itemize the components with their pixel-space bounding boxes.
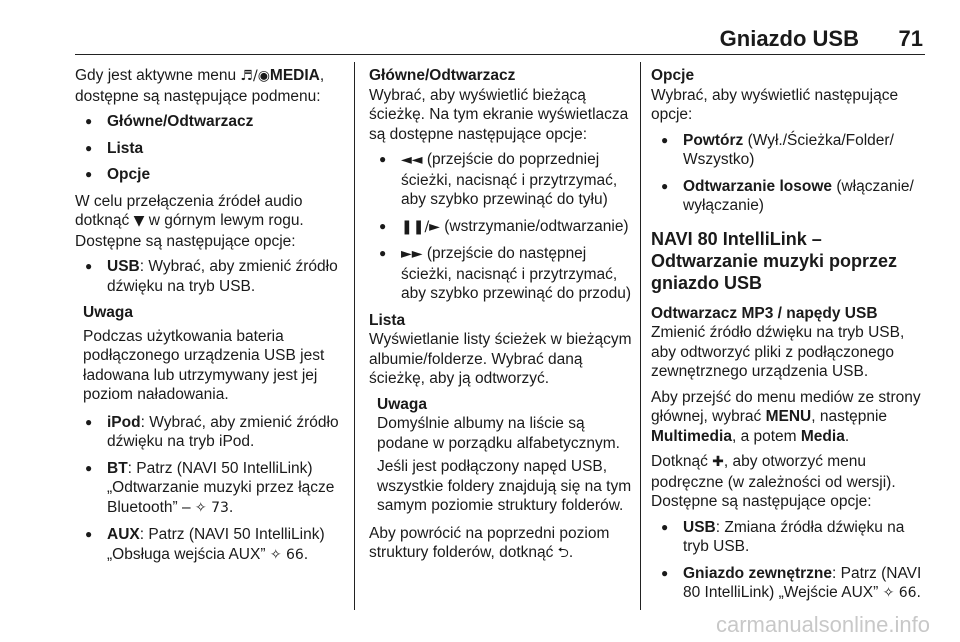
list-item: ● BT: Patrz (NAVI 50 IntelliLink) „Odtwarzanie muzyki przez łącze Bluetooth” – ✧ 73. bbox=[75, 459, 345, 519]
pause-play-icon: ❚❚/► bbox=[401, 218, 440, 235]
column-2 bbox=[369, 66, 635, 570]
options-heading: Opcje bbox=[651, 67, 695, 84]
previous-track-icon: ◄◄ bbox=[401, 152, 423, 168]
options-text: Wybrać, aby wyświetlić następujące opcje: bbox=[651, 86, 899, 123]
page-header bbox=[75, 24, 925, 55]
back-paragraph: Aby powrócić na poprzedni poziom struktury folderów, dotknąć ⮌. bbox=[369, 524, 610, 561]
reference-icon: ✧ 66. bbox=[882, 585, 922, 601]
column-divider-right bbox=[640, 62, 641, 610]
column-divider-left bbox=[354, 62, 355, 610]
main-player-text: Wybrać, aby wyświetlić bieżącą ścieżkę. Na tym ekranie wyświetlacza są dostępne następujące opcje: bbox=[369, 86, 629, 143]
list-item: ● Odtwarzanie losowe (włączanie/ wyłączanie) bbox=[651, 177, 927, 216]
list-item: ● USB: Wybrać, aby zmienić źródło dźwięku na tryb USB. bbox=[75, 257, 345, 296]
list-text: Wyświetlanie listy ścieżek w bieżącym albumie/folderze. Wybrać daną ścieżkę, aby ją odtworzyć. bbox=[369, 331, 632, 387]
list-item: ● Gniazdo zewnętrzne: Patrz (NAVI 80 IntelliLink) „Wejście AUX” ✧ 66. bbox=[651, 564, 927, 604]
main-player-heading: Główne/Odtwarzacz bbox=[369, 67, 516, 84]
list-item: ● Powtórz (Wył./Ścieżka/Folder/ Wszystko) bbox=[651, 131, 927, 170]
switch-paragraph: W celu przełączenia źródeł audio dotknąć ▼ w górnym lewym rogu. Dostępne są następujące opcje: bbox=[75, 192, 304, 250]
list-item: ● iPod: Wybrać, aby zmienić źródło dźwięku na tryb iPod. bbox=[75, 413, 345, 452]
list-item: ● Główne/Odtwarzacz bbox=[75, 112, 345, 132]
list-item: ● ►► (przejście do następnej ścieżki, nacisnąć i przytrzymać, aby szybko przewinąć do przodu) bbox=[369, 244, 635, 304]
source-list bbox=[75, 413, 345, 566]
list-item: ● AUX: Patrz (NAVI 50 IntelliLink) „Obsługa wejścia AUX” ✧ 66. bbox=[75, 525, 345, 565]
list-item: ● ❚❚/► (wstrzymanie/odtwarzanie) bbox=[369, 217, 635, 238]
note-folders: Uwaga Domyślnie albumy na liście są podane w porządku alfabetycznym. Jeśli jest podłączony napęd USB, wszystkie foldery znajdują się na tym samym poziomie struktury folderów. bbox=[377, 395, 632, 514]
list-item: ● ◄◄ (przejście do poprzedniej ścieżki, nacisnąć i przytrzymać, aby szybko przewinąć do tyłu) bbox=[369, 150, 635, 210]
mp3-heading: Odtwarzacz MP3 / napędy USB bbox=[651, 304, 878, 322]
options-list bbox=[651, 131, 927, 216]
list-heading: Lista bbox=[369, 311, 406, 329]
page-title: Gniazdo USB bbox=[719, 26, 859, 51]
triangle-down-icon: ▼ bbox=[133, 213, 145, 229]
music-media-icon: ♬/◉ bbox=[240, 68, 270, 84]
list-item: ● Opcje bbox=[75, 165, 345, 185]
menu-paragraph: Aby przejść do menu mediów ze strony głównej, wybrać MENU, następnie Multimedia, a potem Media. bbox=[651, 388, 921, 445]
next-track-icon: ►► bbox=[401, 246, 423, 262]
intro-paragraph: Gdy jest aktywne menu ♬/◉MEDIA, dostępne są następujące podmenu: bbox=[75, 67, 325, 105]
note-battery: Uwaga Podczas użytkowania bateria podłączonego urządzenia USB jest ładowana lub utrzymywany jest jej poziom naładowania. bbox=[83, 304, 325, 403]
touch-paragraph: Dotknąć ✚, aby otworzyć menu podręczne (w zależności od wersji). Dostępne są następujące opcje: bbox=[651, 453, 896, 510]
mp3-text: Zmienić źródło dźwięku na tryb USB, aby odtworzyć pliki z podłączonego zewnętrznego urządzenia USB. bbox=[651, 324, 905, 380]
section-title: NAVI 80 IntelliLink – Odtwarzanie muzyki poprzez gniazdo USB bbox=[651, 228, 898, 293]
list-item: ● Lista bbox=[75, 139, 345, 159]
back-arrow-icon: ⮌ bbox=[557, 545, 569, 561]
column-1 bbox=[75, 66, 345, 572]
submenu-list bbox=[75, 112, 345, 185]
source-list-usb bbox=[75, 257, 345, 296]
list-item: ● USB: Zmiana źródła dźwięku na tryb USB. bbox=[651, 518, 927, 557]
page-number: 71 bbox=[898, 26, 923, 51]
reference-icon: ✧ 73. bbox=[194, 499, 234, 516]
watermark: carmanualsonline.info bbox=[715, 612, 930, 637]
player-controls-list bbox=[369, 150, 635, 304]
column-3 bbox=[651, 66, 927, 611]
plus-icon: ✚ bbox=[712, 454, 724, 470]
popup-options-list bbox=[651, 518, 927, 604]
reference-icon: ✧ 66. bbox=[269, 546, 309, 563]
